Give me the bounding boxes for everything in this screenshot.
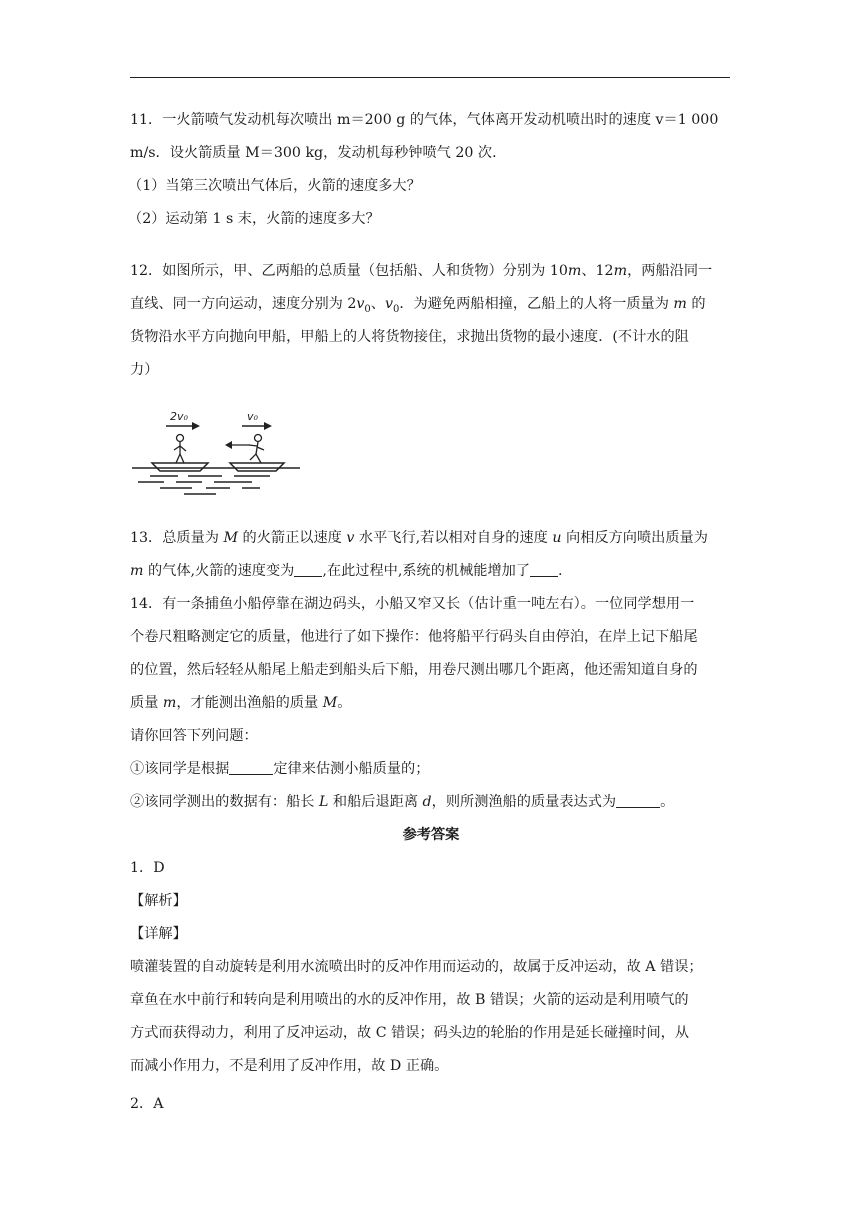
answer-1-explanation-line2: 章鱼在水中前行和转向是利用喷出的水的反冲作用，故 B 错误；火箭的运动是利用喷气的 <box>130 992 689 1008</box>
answer-1-xiangjie-label: 【详解】 <box>130 926 187 942</box>
two-boats-figure <box>130 408 302 498</box>
q14-line4: 质量 m，才能测出渔船的质量 M。 <box>130 695 352 711</box>
q14-line2: 个卷尺粗略测定它的质量，他进行了如下操作：他将船平行码头自由停泊，在岸上记下船尾 <box>130 629 698 645</box>
answer-1-jiexi-label: 【解析】 <box>130 893 187 909</box>
q11-line2: m/s．设火箭质量 M＝300 kg，发动机每秒钟喷气 20 次． <box>130 145 507 161</box>
answer-1-explanation-line4: 而减小作用力，不是利用了反冲作用，故 D 正确。 <box>130 1058 449 1074</box>
q14-blank-1 <box>229 760 273 775</box>
boat-right-velocity-label <box>247 410 259 423</box>
q12-line1: 12．如图所示，甲、乙两船的总质量（包括船、人和货物）分别为 10m、12m，两船沿同一 <box>130 263 713 279</box>
q13-line1: 13．总质量为 M 的火箭正以速度 v 水平飞行,若以相对自身的速度 u 向相反方向喷出质量为 <box>130 530 708 546</box>
q12-line2: 直线、同一方向运动，速度分别为 $2v_0$、$v_0$．为避免两船相撞，乙船上的人将一质量为 m 的 <box>130 296 706 315</box>
q13-blank-2 <box>530 562 558 577</box>
svg-text:v₀: v₀ <box>247 410 258 423</box>
answers-heading: 参考答案 <box>402 827 460 843</box>
arrow-right-icon <box>166 422 272 430</box>
answer-1-explanation-line3: 方式而获得动力，利用了反冲运动，故 C 错误；码头边的轮胎的作用是延长碰撞时间，从 <box>130 1025 690 1041</box>
person-left-icon <box>174 435 186 464</box>
answer-2: 2．A <box>130 1096 164 1112</box>
water-icon <box>132 468 300 494</box>
boat-left-velocity-label <box>170 410 189 423</box>
q14-line6: ①该同学是根据 定律来估测小船质量的； <box>130 761 430 777</box>
boat-left-icon <box>152 463 208 471</box>
q13-line2: m 的气体,火箭的速度变为 ,在此过程中,系统的机械能增加了 . <box>130 563 563 579</box>
q13-blank-1 <box>294 562 322 577</box>
q14-line7: ②该同学测出的数据有：船长 L 和船后退距离 d，则所测渔船的质量表达式为 。 <box>130 794 675 810</box>
person-right-icon <box>249 435 264 464</box>
q14-line3: 的位置，然后轻轻从船尾上船走到船头后下船，用卷尺测出哪几个距离，他还需知道自身的 <box>130 662 698 678</box>
answer-1: 1．D <box>130 860 165 876</box>
q14-blank-2 <box>616 793 660 808</box>
svg-text:2v₀: 2v₀ <box>170 410 188 423</box>
answer-1-explanation-line1: 喷灌装置的自动旋转是利用水流喷出时的反冲作用而运动的，故属于反冲运动，故 A 错误； <box>130 959 703 975</box>
boat-right-icon <box>230 463 284 471</box>
q11-line1: 11．一火箭喷气发动机每次喷出 m＝200 g 的气体，气体离开发动机喷出时的速度 v＝1 000 <box>130 112 719 128</box>
q11-sub1: （1）当第三次喷出气体后，火箭的速度多大？ <box>128 178 421 194</box>
throw-arrow-icon <box>225 441 250 449</box>
q12-line4: 力） <box>130 362 159 378</box>
header-rule <box>130 77 730 78</box>
q12-line3: 货物沿水平方向抛向甲船，甲船上的人将货物接住，求抛出货物的最小速度．(不计水的阻 <box>130 329 689 345</box>
q14-line1: 14．有一条捕鱼小船停靠在湖边码头，小船又窄又长（估计重一吨左右）。一位同学想用一 <box>130 596 695 612</box>
q14-line5: 请你回答下列问题： <box>130 728 258 744</box>
q11-sub2: （2）运动第 1 s 末，火箭的速度多大？ <box>128 211 380 227</box>
